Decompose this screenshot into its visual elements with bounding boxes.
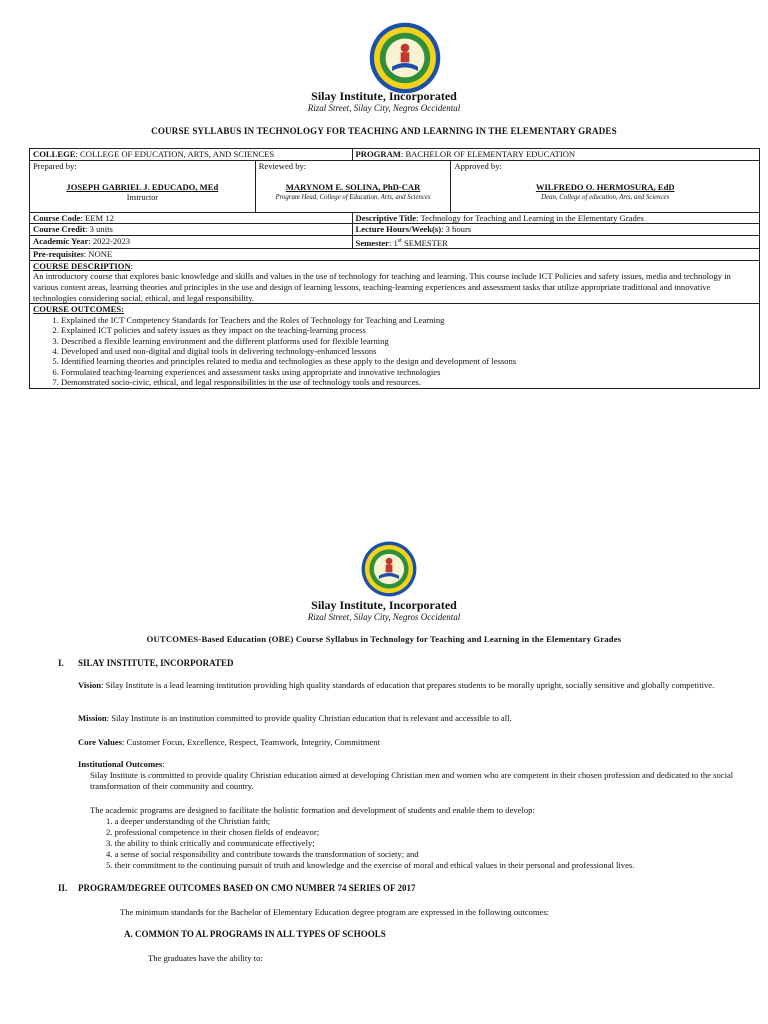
subsection-a-title: A. COMMON TO AL PROGRAMS IN ALL TYPES OF SCHOOLS: [124, 929, 386, 939]
reviewed-by-name: MARYNOM E. SOLINA, PhD-CAR: [285, 182, 421, 193]
minimum-standards-text: The minimum standards for the Bachelor of Elementary Education degree program are expressed in the following outcomes:: [120, 907, 550, 917]
course-outcomes-list: [61, 315, 756, 388]
course-description-cell: COURSE DESCRIPTION: An introductory course that explores basic knowledge and skills and values in the use of technology for teaching and learning. This course include ICT Policies and safety issues, media and technology in various content areas, learning theories and principles in the use and design of learning lessons, teaching-learning experiences and assessment tasks that utilize appropriate traditional and innovative technologies considering social, ethical, and legal responsibility.: [30, 260, 760, 303]
course-outcomes-cell: COURSE OUTCOMES: 1. Explained the ICT Competency Standards for Teachers and the Roles of Technology for Teaching and Learning 2. Explained ICT policies and safety issues as they impact on the teaching-learning process 3. Described a flexible learning environment and the different platforms used for flexible learning 4. Developed and used non-digital and digital tools in delivering technology-enhanced lessons 5. Identified learning theories and principles related to media and technologies as these apply to the design and development of lessons 6. Formulated teaching-learning experiences and assessment tasks using appropriate and innovative technologies 7. Demonstrated socio-civic, ethical, and legal responsibilities in the use of technology tools and resources.: [30, 304, 760, 388]
institution-name-2: Silay Institute, Incorporated: [311, 598, 457, 612]
approved-by-cell: Approved by: WILFREDO O. HERMOSURA, EdD Dean, College of education, Arts, and Sciences: [451, 160, 760, 212]
institution-address-2: Rizal Street, Silay City, Negros Occidental: [307, 612, 461, 622]
institution-address: Rizal Street, Silay City, Negros Occidental: [307, 103, 461, 113]
institution-seal-logo: [369, 22, 441, 94]
list-item: 2. Explained ICT policies and safety issues as they impact on the teaching-learning process: [61, 325, 756, 335]
list-item: 4. a sense of social responsibility and contribute towards the transformation of society; and: [106, 849, 419, 859]
list-item: 2. professional competence in their chosen fields of endeavor;: [106, 827, 320, 837]
list-item: 7. Demonstrated socio-civic, ethical, and legal responsibilities in the use of technology tools and resources.: [61, 377, 756, 387]
college-cell: COLLEGE: COLLEGE OF EDUCATION, ARTS, AND SCIENCES: [30, 149, 353, 161]
section-title-2: PROGRAM/DEGREE OUTCOMES BASED ON CMO NUMBER 74 SERIES OF 2017: [78, 883, 416, 893]
develop-list: [106, 816, 746, 871]
course-code-cell: Course Code: EEM 12: [30, 212, 353, 224]
syllabus-title: COURSE SYLLABUS IN TECHNOLOGY FOR TEACHING AND LEARNING IN THE ELEMENTARY GRADES: [151, 126, 617, 136]
reviewed-by-cell: Reviewed by: MARYNOM E. SOLINA, PhD-CAR Program Head, College of Education, Arts, and Sciences: [255, 160, 451, 212]
list-item: 3. the ability to think critically and communicate effectively;: [106, 838, 315, 848]
list-item: 5. Identified learning theories and principles related to media and technologies as these apply to the design and development of lessons: [61, 356, 756, 366]
course-credit-cell: Course Credit: 3 units: [30, 224, 353, 236]
syllabus-table: [29, 148, 760, 389]
academic-programs-text: The academic programs are designed to facilitate the holistic formation and development of students and enable them to develop:: [90, 805, 535, 815]
prepared-by-name: JOSEPH GABRIEL J. EDUCADO, MEd: [66, 182, 219, 193]
program-cell: PROGRAM: BACHELOR OF ELEMENTARY EDUCATION: [352, 149, 759, 161]
list-item: 3. Described a flexible learning environment and the different platforms used for flexible learning: [61, 336, 756, 346]
semester-cell: Semester: 1st SEMESTER: [352, 235, 759, 248]
prerequisites-cell: Pre-requisites: NONE: [30, 249, 760, 261]
obe-syllabus-title: OUTCOMES-Based Education (OBE) Course Syllabus in Technology for Teaching and Learning in the Elementary Grades: [146, 634, 622, 644]
institutional-outcomes-heading: Institutional Outcomes:: [78, 759, 165, 769]
institutional-outcomes-text: Silay Institute is committed to provide quality Christian education aimed at developing Christian men and women who are competent in their chosen profession and dedicated to the social transformation of their community and country.: [90, 770, 734, 791]
section-number-2: II.: [58, 883, 68, 893]
graduates-text: The graduates have the ability to:: [148, 953, 263, 963]
core-values-paragraph: Core Values: Customer Focus, Excellence, Respect, Teamwork, Integrity, Commitment: [78, 737, 380, 747]
mission-paragraph: Mission: Silay Institute is an institution committed to provide quality Christian education that is relevant and accessible to all.: [78, 713, 512, 723]
institution-name: Silay Institute, Incorporated: [311, 89, 457, 103]
academic-year-cell: Academic Year: 2022-2023: [30, 235, 353, 248]
list-item: 1. Explained the ICT Competency Standards for Teachers and the Roles of Technology for Teaching and Learning: [61, 315, 756, 325]
descriptive-title-cell: Descriptive Title: Technology for Teaching and Learning in the Elementary Grades: [352, 212, 759, 224]
approved-by-name: WILFREDO O. HERMOSURA, EdD: [535, 182, 675, 193]
list-item: 6. Formulated teaching-learning experiences and assessment tasks using appropriate and innovative technologies: [61, 367, 756, 377]
vision-paragraph: Vision: Silay Institute is a lead learning institution providing high quality standards of education that prepares students to be morally upright, socially sensitive and globally competitive.: [78, 680, 715, 690]
course-description-text: An introductory course that explores basic knowledge and skills and values in the use of technology for teaching and learning. This course include ICT Policies and safety issues, media and technology in various content areas, learning theories and principles in the use and design of learning lessons, teaching-learning experiences and assessment tasks that utilize appropriate traditional and innovative technologies considering social, ethical, and legal responsibility.: [33, 271, 731, 303]
list-item: 1. a deeper understanding of the Christian faith;: [106, 816, 271, 826]
list-item: 5. their commitment to the continuing pursuit of truth and knowledge and the exercise of moral and ethical values in their personal and professional lives.: [106, 860, 635, 870]
prepared-by-cell: Prepared by: JOSEPH GABRIEL J. EDUCADO, MEd Instructor: [30, 160, 256, 212]
list-item: 4. Developed and used non-digital and digital tools in delivering technology-enhanced lessons: [61, 346, 756, 356]
section-title-1: SILAY INSTITUTE, INCORPORATED: [78, 658, 234, 668]
institution-seal-logo-small: [361, 541, 417, 597]
section-number-1: I.: [58, 658, 64, 668]
lecture-hours-cell: Lecture Hours/Week(s): 3 hours: [352, 224, 759, 236]
